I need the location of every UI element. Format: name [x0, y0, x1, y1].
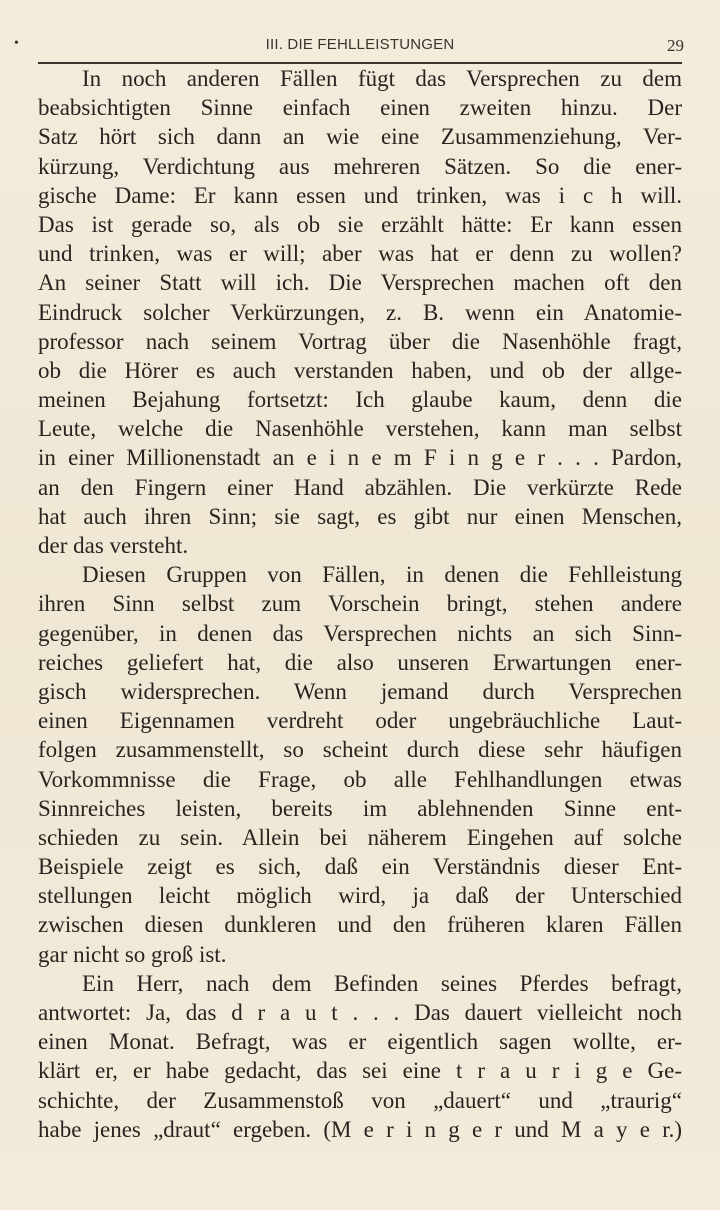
text-line: Ein Herr, nach dem Befinden seines Pferdes befragt, [82, 970, 682, 996]
text-line: Eindruck solcher Verkürzungen, z. B. wenn ein Anatomie- [38, 299, 682, 325]
text-line: an den Fingern einer Hand abzählen. Die verkürzte Rede [38, 474, 682, 500]
text-line: reiches geliefert hat, die also unseren Erwartungen ener- [38, 649, 682, 675]
text-line: In noch anderen Fällen fügt das Versprechen zu dem [82, 66, 682, 91]
text-line: Vorkommnisse die Frage, ob alle Fehlhandlungen etwas [38, 766, 682, 792]
text-line: der das versteht. [38, 533, 189, 558]
text-line: gische Dame: Er kann essen und trinken, was i c h will. [38, 182, 682, 208]
text-line: hat auch ihren Sinn; sie sagt, es gibt nur einen Menschen, [38, 503, 682, 529]
text-line: in einer Millionenstadt an e i n e m F i n g e r . . . Pardon, [38, 445, 682, 471]
text-line: folgen zusammenstellt, so scheint durch diese sehr häufigen [38, 737, 682, 763]
text-line: klärt er, er habe gedacht, das sei eine t r a u r i g e Ge- [38, 1058, 682, 1084]
text-line: gegenüber, in denen das Versprechen nichts an sich Sinn- [38, 620, 682, 646]
page-header [14, 34, 684, 58]
text-line: professor nach seinem Vortrag über die Nasenhöhle fragt, [38, 328, 682, 354]
text-line: Das ist gerade so, als ob sie erzählt hätte: Er kann essen [38, 211, 682, 237]
text-line: ihren Sinn selbst zum Vorschein bringt, stehen andere [38, 591, 682, 617]
text-line: meinen Bejahung fortsetzt: Ich glaube kaum, denn die [38, 387, 682, 413]
page-number: 29 [667, 36, 684, 55]
text-line: zwischen diesen dunkleren und den früheren klaren Fällen [38, 912, 682, 938]
running-title: III. DIE FEHLLEISTUNGEN [265, 36, 455, 53]
text-line: antwortet: Ja, das d r a u t . . . Das dauert vielleicht noch [38, 1000, 682, 1025]
text-line: ob die Hörer es auch verstanden haben, und ob der allge- [38, 357, 682, 383]
text-line: Satz hört sich dann an wie eine Zusammenziehung, Ver- [38, 124, 682, 150]
text-line: Diesen Gruppen von Fällen, in denen die Fehlleistung [82, 562, 682, 588]
text-line: beabsichtigten Sinne einfach einen zweiten hinzu. Der [38, 95, 682, 121]
text-line: einen Eigennamen verdreht oder ungebräuchliche Laut- [38, 708, 682, 734]
text-line: habe jenes „draut“ ergeben. (M e r i n g e r und M a y e r.) [38, 1116, 682, 1142]
text-line: stellungen leicht möglich wird, ja daß der Unterschied [38, 883, 682, 909]
text-line: schichte, der Zusammenstoß von „dauert“ und „traurig“ [38, 1087, 682, 1113]
text-line: schieden zu sein. Allein bei näherem Eingehen auf solche [38, 824, 682, 850]
text-line: einen Monat. Befragt, was er eigentlich sagen wollte, er- [38, 1029, 682, 1055]
text-line: kürzung, Verdichtung aus mehreren Sätzen. So die ener- [38, 153, 682, 179]
text-line: Beispiele zeigt es sich, daß ein Verständnis dieser Ent- [38, 854, 682, 880]
text-line: Leute, welche die Nasenhöhle verstehen, kann man selbst [38, 416, 682, 442]
text-line: gisch widersprechen. Wenn jemand durch Versprechen [38, 678, 682, 704]
text-line: An seiner Statt will ich. Die Versprechen machen oft den [38, 270, 682, 296]
body-text [38, 64, 682, 1144]
text-line: Sinnreiches leisten, bereits im ablehnenden Sinne ent- [38, 795, 682, 821]
text-line: und trinken, was er will; aber was hat er denn zu wollen? [38, 241, 682, 267]
text-line: gar nicht so groß ist. [38, 941, 227, 967]
header-dot: • [14, 36, 19, 51]
